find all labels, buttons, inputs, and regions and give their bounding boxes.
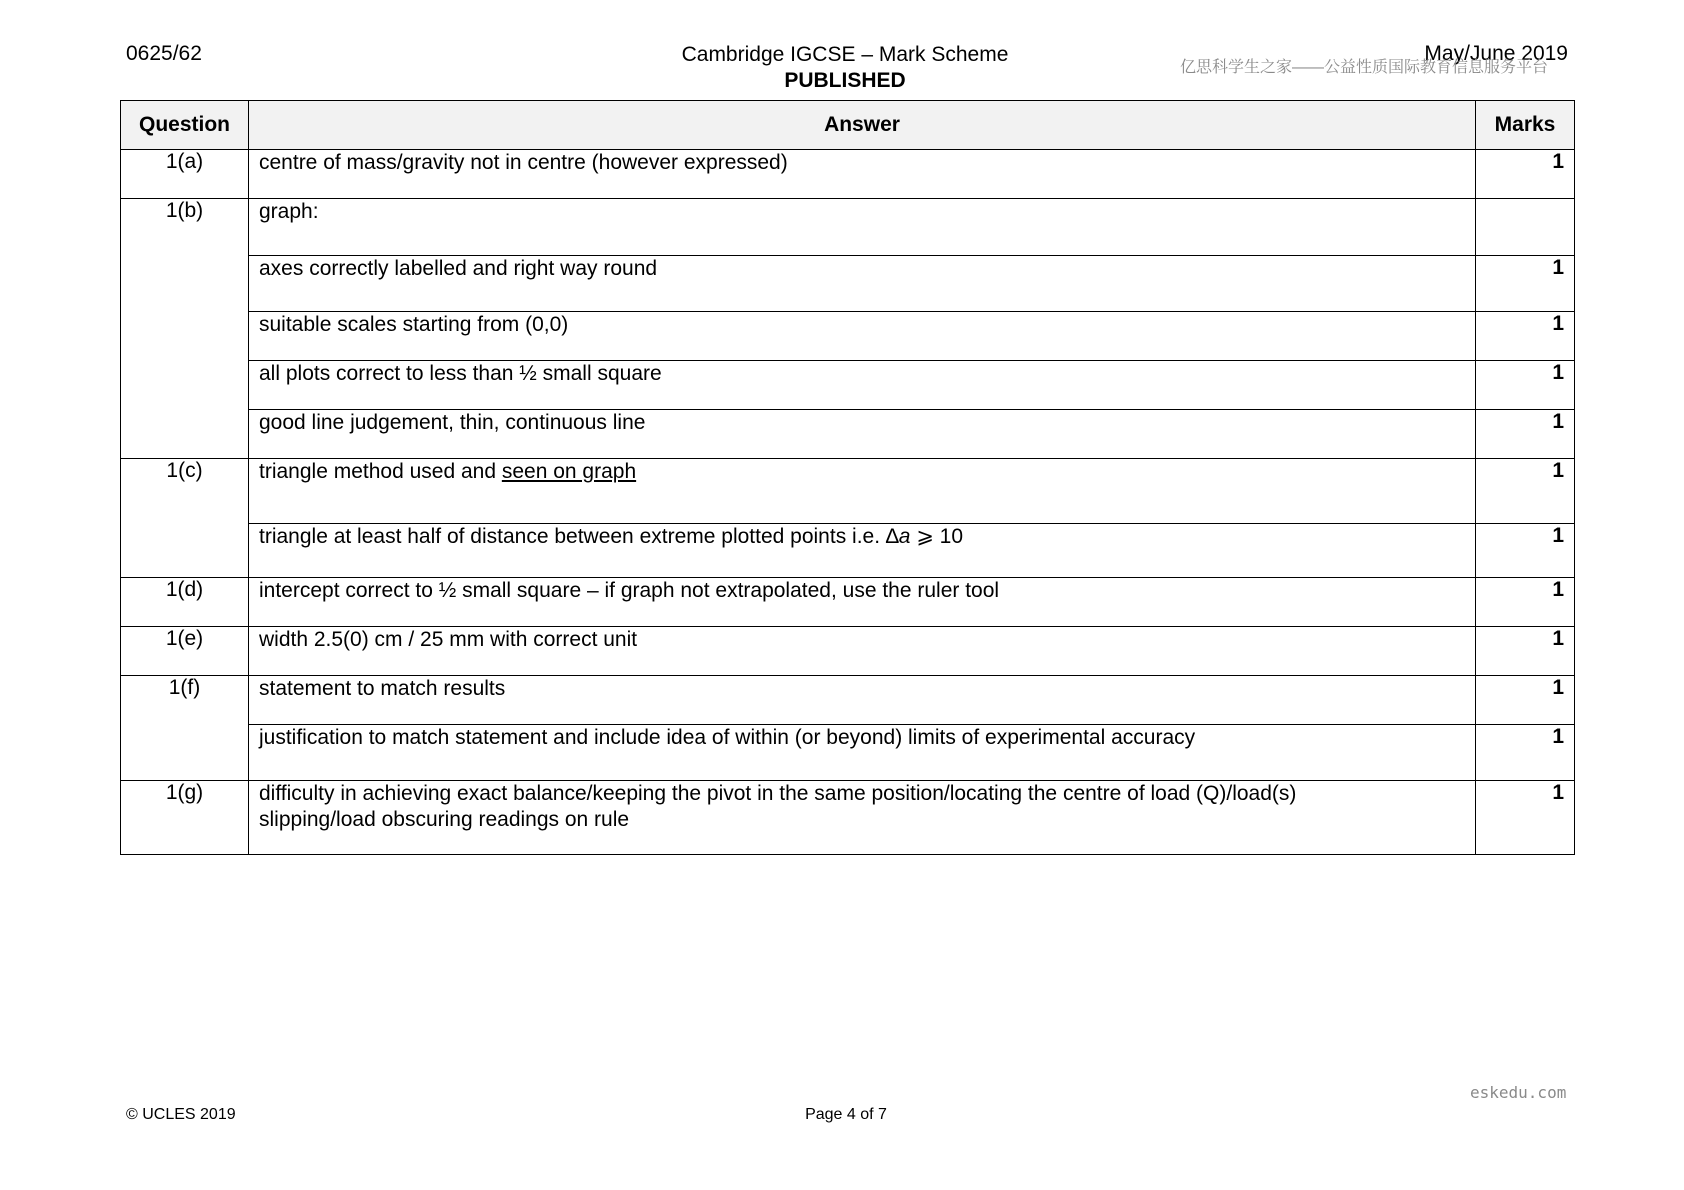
document-title: Cambridge IGCSE – Mark Scheme [681, 43, 1009, 66]
table-row [121, 524, 1575, 578]
table-row [121, 459, 1575, 524]
table-header-row [121, 101, 1575, 150]
marks-cell: 1 [1476, 627, 1575, 676]
copyright-notice: © UCLES 2019 [126, 1106, 236, 1123]
table-row [121, 410, 1575, 459]
table-row [121, 676, 1575, 725]
marks-column-header: Marks [1476, 101, 1575, 150]
table-row [121, 725, 1575, 781]
watermark-text: 亿思科学生之家——公益性质国际教育信息服务平台 [1180, 59, 1549, 76]
table-row [121, 361, 1575, 410]
underlined-text: seen on graph [501, 460, 637, 483]
answer-column-header: Answer [249, 101, 1476, 150]
watermark-url: eskedu.com [1470, 1083, 1567, 1102]
answer-cell: suitable scales starting from (0,0) [249, 312, 1476, 361]
answer-cell: justification to match statement and include idea of within (or beyond) limits of experimental accuracy [249, 725, 1476, 781]
table-row [121, 627, 1575, 676]
answer-cell: good line judgement, thin, continuous line [249, 410, 1476, 459]
question-number: 1(d) [121, 578, 249, 627]
table-row [121, 578, 1575, 627]
table-row [121, 199, 1575, 256]
table-row [121, 781, 1575, 855]
marks-cell: 1 [1476, 410, 1575, 459]
answer-cell [249, 459, 1476, 524]
question-number: 1(a) [121, 150, 249, 199]
published-label: PUBLISHED [784, 69, 906, 92]
answer-text: triangle method used and [259, 460, 502, 483]
exam-session: May/June 2019 [1424, 42, 1568, 65]
question-number: 1(c) [121, 459, 249, 578]
answer-cell: all plots correct to less than ½ small square [249, 361, 1476, 410]
marks-cell: 1 [1476, 524, 1575, 578]
answer-line: slipping/load obscuring readings on rule [259, 808, 630, 831]
paper-code: 0625/62 [126, 42, 202, 65]
table-row [121, 150, 1575, 199]
marks-cell: 1 [1476, 676, 1575, 725]
answer-text: triangle at least half of distance between extreme plotted points i.e. ∆ [259, 525, 899, 548]
marks-cell: 1 [1476, 150, 1575, 199]
question-column-header: Question [121, 101, 249, 150]
table-row [121, 256, 1575, 312]
answer-text: ⩾ 10 [910, 525, 964, 548]
answer-cell [249, 524, 1476, 578]
answer-cell: intercept correct to ½ small square – if graph not extrapolated, use the ruler tool [249, 578, 1476, 627]
answer-cell: axes correctly labelled and right way round [249, 256, 1476, 312]
italic-variable: a [898, 525, 911, 548]
marks-cell: 1 [1476, 578, 1575, 627]
answer-line: difficulty in achieving exact balance/keeping the pivot in the same position/locating the centre of load (Q)/load(s) [259, 782, 1297, 805]
question-number: 1(b) [121, 199, 249, 459]
document-title-block [560, 42, 1130, 94]
page-number: Page 4 of 7 [805, 1106, 887, 1123]
marks-cell: 1 [1476, 725, 1575, 781]
question-number: 1(f) [121, 676, 249, 781]
question-number: 1(e) [121, 627, 249, 676]
marks-cell: 1 [1476, 361, 1575, 410]
answer-cell: statement to match results [249, 676, 1476, 725]
answer-cell [249, 781, 1476, 855]
marks-cell: 1 [1476, 781, 1575, 855]
marks-cell: 1 [1476, 312, 1575, 361]
mark-scheme-table [120, 100, 1575, 855]
answer-cell: centre of mass/gravity not in centre (however expressed) [249, 150, 1476, 199]
question-number: 1(g) [121, 781, 249, 855]
answer-cell: graph: [249, 199, 1476, 256]
marks-cell [1476, 199, 1575, 256]
marks-cell: 1 [1476, 459, 1575, 524]
marks-cell: 1 [1476, 256, 1575, 312]
table-row [121, 312, 1575, 361]
answer-cell: width 2.5(0) cm / 25 mm with correct unit [249, 627, 1476, 676]
